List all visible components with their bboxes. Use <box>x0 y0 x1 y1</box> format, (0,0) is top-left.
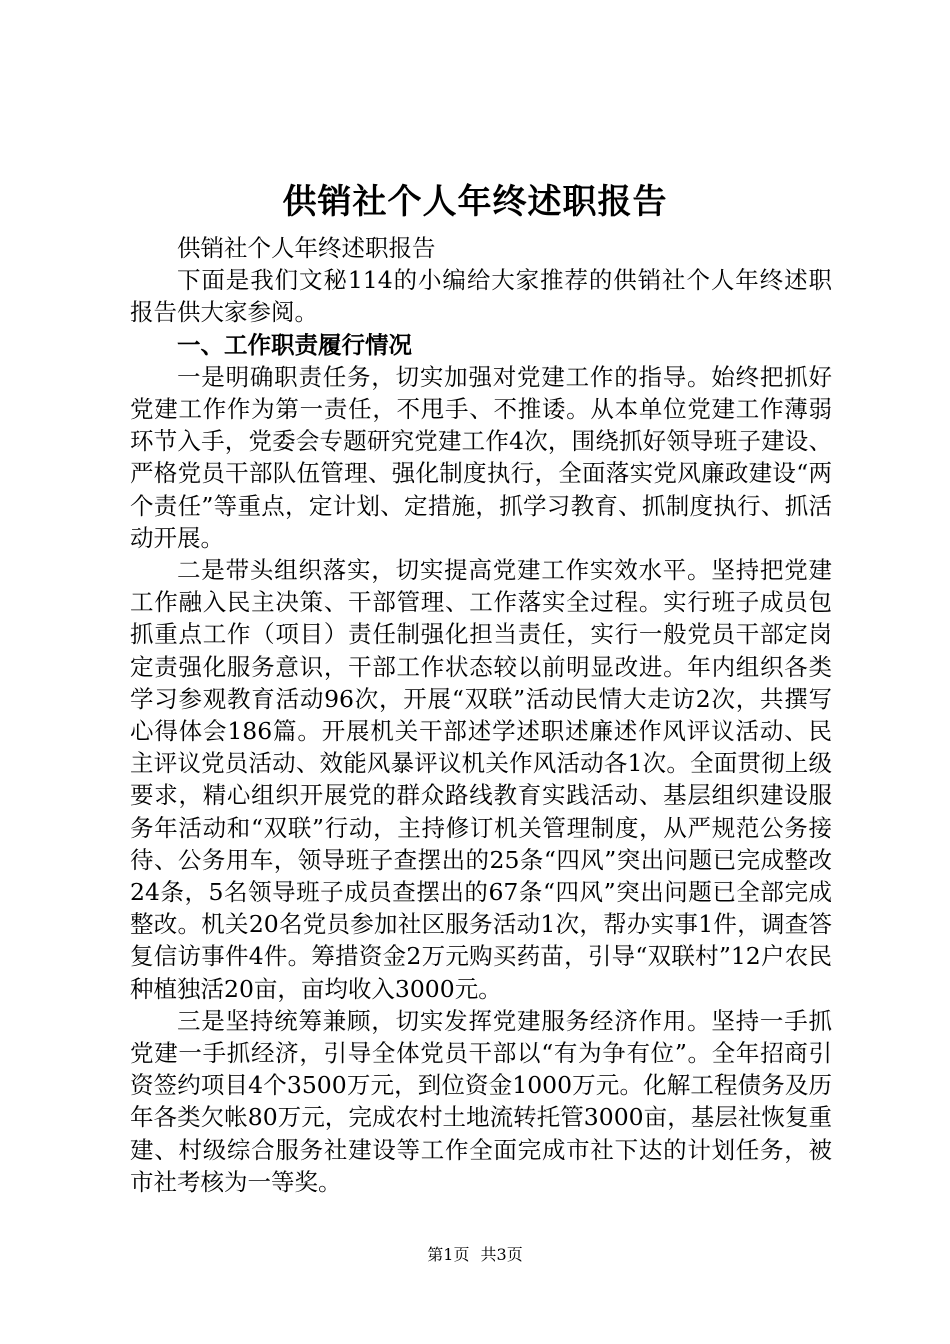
paragraph-intro: 下面是我们文秘114的小编给大家推荐的供销社个人年终述职报告供大家参阅。 <box>130 266 832 327</box>
paragraph-item-3: 三是坚持统筹兼顾，切实发挥党建服务经济作用。坚持一手抓党建一手抓经济，引导全体党员干部以“有为争有位”。全年招商引资签约项目4个3500万元，到位资金1000万元。化解工程债务及历年各类欠帐80万元，完成农村土地流转托管3000亩，基层社恢复重建、村级综合服务社建设等工作全面完成市社下达的计划任务，被市社考核为一等奖。 <box>130 1006 832 1196</box>
section-heading: 一、工作职责履行情况 <box>177 330 412 359</box>
paragraph-item-1: 一是明确职责任务，切实加强对党建工作的指导。始终把抓好党建工作作为第一责任，不甩手、不推诿。从本单位党建工作薄弱环节入手，党委会专题研究党建工作4次，围绕抓好领导班子建设、严格党员干部队伍管理、强化制度执行，全面落实党风廉政建设“两个责任”等重点，定计划、定措施，抓学习教育、抓制度执行、抓活动开展。 <box>130 362 832 552</box>
document-title: 供销社个人年终述职报告 <box>282 182 668 222</box>
paragraph-item-2: 二是带头组织落实，切实提高党建工作实效水平。坚持把党建工作融入民主决策、干部管理、工作落实全过程。实行班子成员包抓重点工作（项目）责任制强化担当责任，实行一般党员干部定岗定责强化服务意识，干部工作状态较以前明显改进。年内组织各类学习参观教育活动96次，开展“双联”活动民情大走访2次，共撰写心得体会186篇。开展机关干部述学述职述廉述作风评议活动、民主评议党员活动、效能风暴评议机关作风活动各1次。全面贯彻上级要求，精心组织开展党的群众路线教育实践活动、基层组织建设服务年活动和“双联”行动，主持修订机关管理制度，从严规范公务接待、公务用车，领导班子查摆出的25条“四风”突出问题已完成整改24条，5名领导班子成员查摆出的67条“四风”突出问题已全部完成整改。机关20名党员参加社区服务活动1次，帮办实事1件，调查答复信访事件4件。筹措资金2万元购买药苗，引导“双联村”12户农民种植独活20亩，亩均收入3000元。 <box>130 556 832 1003</box>
paragraph-subtitle: 供销社个人年终述职报告 <box>177 234 436 262</box>
document-body <box>130 232 832 1198</box>
page-footer: 第1页 共3页 <box>427 1245 523 1264</box>
